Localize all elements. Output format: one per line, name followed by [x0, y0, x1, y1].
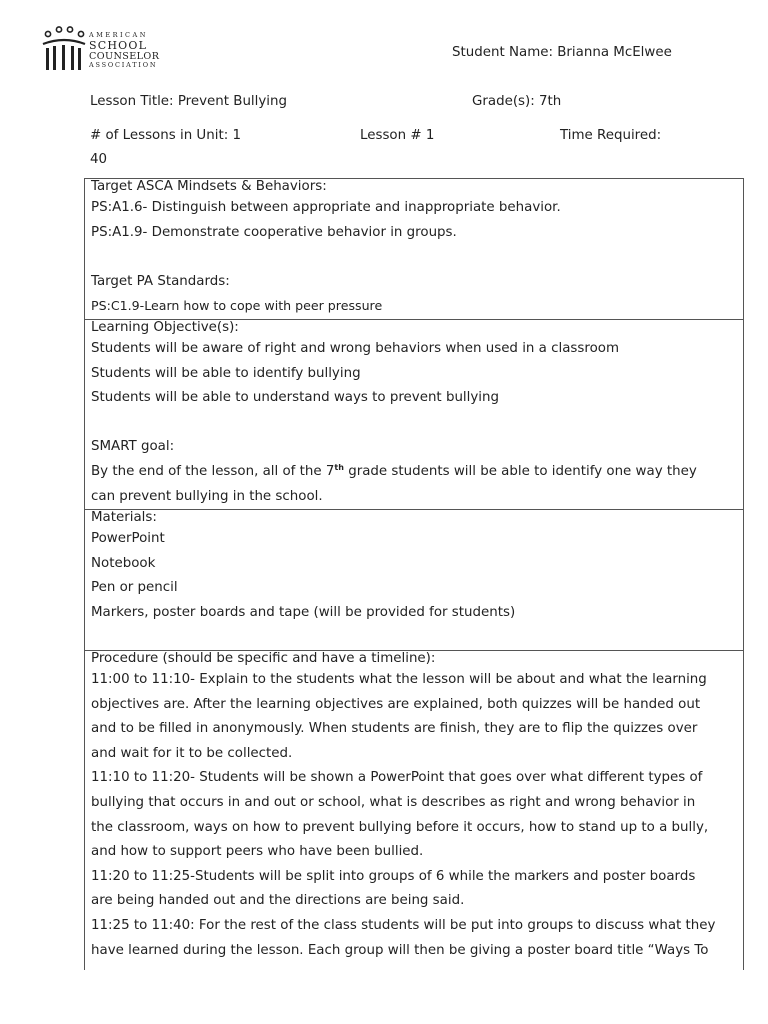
- spacer: [91, 245, 737, 270]
- logo-line-american: AMERICAN: [89, 31, 148, 39]
- procedure-line: are being handed out and the directions are being said.: [91, 893, 465, 909]
- number-of-lessons: # of Lessons in Unit: 1: [90, 128, 241, 143]
- material-item: Notebook: [91, 555, 156, 571]
- procedure-line: have learned during the lesson. Each group will then be giving a poster board title “Ways To: [91, 942, 709, 958]
- procedure-line: and to be filled in anonymously. When students are finish, they are to flip the quizzes over: [91, 721, 698, 737]
- procedure-line: and wait for it to be collected.: [91, 745, 293, 761]
- standard-item: PS:A1.9- Demonstrate cooperative behavior in groups.: [91, 224, 457, 240]
- procedure-heading: Procedure (should be specific and have a timeline):: [91, 651, 436, 666]
- procedure-line: and how to support peers who have been bullied.: [91, 844, 424, 860]
- procedure-line: 11:25 to 11:40: For the rest of the class students will be put into groups to discuss what they: [91, 917, 716, 933]
- lesson-title: Lesson Title: Prevent Bullying: [90, 94, 288, 109]
- time-required-label: Time Required:: [560, 128, 662, 143]
- student-name: Student Name: Brianna McElwee: [452, 45, 672, 60]
- material-item: Markers, poster boards and tape (will be provided for students): [91, 604, 516, 620]
- procedure-line: the classroom, ways on how to prevent bullying before it occurs, how to stand up to a bully,: [91, 819, 709, 835]
- materials-section: [84, 509, 744, 651]
- material-item: Pen or pencil: [91, 580, 178, 596]
- material-item: PowerPoint: [91, 531, 165, 546]
- objective-item: Students will be able to identify bullying: [91, 365, 361, 381]
- ordinal-suffix: th: [334, 462, 344, 472]
- objective-item: Students will be aware of right and wrong behaviors when used in a classroom: [91, 341, 620, 356]
- procedure-line: 11:20 to 11:25-Students will be split into groups of 6 while the markers and poster boards: [91, 868, 696, 884]
- school-counselor-logo-icon: [42, 26, 86, 72]
- time-required-value: 40: [90, 152, 108, 167]
- smart-goal-heading: SMART goal:: [91, 439, 175, 455]
- objectives-heading: Learning Objective(s):: [91, 320, 239, 335]
- pa-standard-item: PS:C1.9-Learn how to cope with peer pressure: [91, 298, 383, 314]
- smart-goal-text: By the end of the lesson, all of the 7: [91, 463, 335, 479]
- procedure-line: bullying that occurs in and out or school, what is describes as right and wrong behavior in: [91, 794, 696, 810]
- smart-goal-line: [91, 460, 737, 485]
- logo-wordmark: [89, 32, 159, 69]
- spacer: [91, 411, 737, 436]
- asca-logo: [42, 26, 172, 74]
- logo-line-counselor: COUNSELOR: [89, 50, 160, 62]
- standards-heading: Target ASCA Mindsets & Behaviors:: [91, 179, 327, 194]
- procedure-section: [84, 650, 744, 970]
- standards-section: [84, 178, 744, 320]
- materials-heading: Materials:: [91, 510, 157, 525]
- procedure-line: objectives are. After the learning objectives are explained, both quizzes will be handed out: [91, 696, 701, 712]
- logo-line-school: SCHOOL: [89, 38, 148, 52]
- procedure-line: 11:00 to 11:10- Explain to the students what the lesson will be about and what the learning: [91, 672, 707, 687]
- lesson-number: Lesson # 1: [360, 128, 435, 143]
- logo-line-association: ASSOCIATION: [89, 61, 158, 70]
- objective-item: Students will be able to understand ways to prevent bullying: [91, 390, 500, 406]
- standard-item: PS:A1.6- Distinguish between appropriate and inappropriate behavior.: [91, 200, 561, 215]
- pa-standards-heading: Target PA Standards:: [91, 273, 230, 289]
- smart-goal-line: can prevent bullying in the school.: [91, 488, 323, 504]
- objectives-section: [84, 319, 744, 510]
- grades: Grade(s): 7th: [472, 94, 562, 109]
- procedure-line: 11:10 to 11:20- Students will be shown a PowerPoint that goes over what different types of: [91, 770, 703, 786]
- smart-goal-text: grade students will be able to identify one way they: [343, 463, 697, 479]
